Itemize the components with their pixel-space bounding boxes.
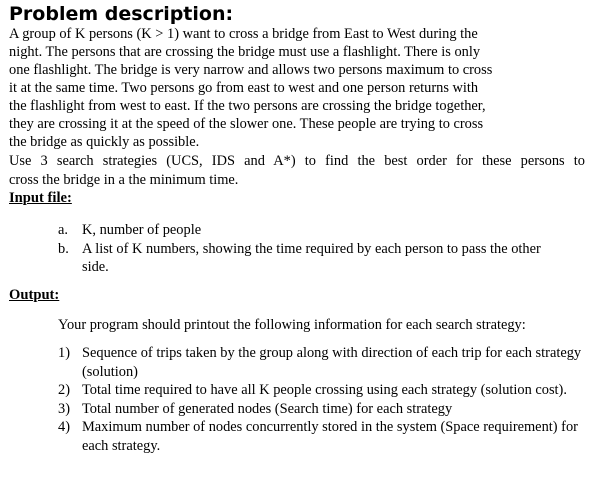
list-item-text: K, number of people: [82, 222, 202, 238]
description-line: it at the same time. Two persons go from east to west and one person returns with: [9, 80, 479, 96]
output-intro: Your program should printout the following information for each search strategy:: [58, 317, 526, 333]
input-file-list: [58, 221, 568, 277]
task-line: cross the bridge in a the minimum time.: [9, 172, 239, 188]
description-line: the flashlight from west to east. If the two persons are crossing the bridge together,: [9, 98, 486, 114]
list-item-text: Sequence of trips taken by the group along with direction of each trip for each strategy (solution): [82, 345, 582, 380]
list-marker: 2): [58, 382, 70, 398]
list-marker: a.: [58, 222, 68, 238]
list-item: [58, 240, 568, 277]
output-heading: Output:: [9, 287, 60, 303]
description-line: the bridge as quickly as possible.: [9, 134, 200, 150]
list-item-text: Total time required to have all K people crossing using each strategy (solution cost).: [82, 382, 567, 398]
list-item: [58, 400, 588, 419]
description-line: A group of K persons (K > 1) want to cross a bridge from East to West during the: [9, 26, 478, 42]
list-marker: 3): [58, 400, 70, 417]
list-marker: b.: [58, 240, 69, 257]
input-file-heading: Input file:: [9, 190, 72, 206]
task-line: Use 3 search strategies (UCS, IDS and A*) to find the best order for these persons to: [9, 153, 585, 169]
list-marker: 4): [58, 419, 70, 435]
list-item: [58, 344, 588, 381]
page-title: Problem description:: [9, 3, 234, 25]
description-line: one flashlight. The bridge is very narrow and allows two persons maximum to cross: [9, 62, 493, 78]
description-line: night. The persons that are crossing the bridge must use a flashlight. There is only: [9, 44, 481, 60]
list-item-text: Total number of generated nodes (Search time) for each strategy: [82, 400, 453, 417]
description-line: they are crossing it at the speed of the slower one. These people are trying to cross: [9, 116, 484, 132]
list-item: [58, 221, 568, 240]
list-item-text: A list of K numbers, showing the time required by each person to pass the other side.: [82, 240, 541, 275]
output-list: [58, 344, 588, 455]
list-item: [58, 381, 588, 400]
list-item: [58, 418, 588, 455]
list-marker: 1): [58, 345, 70, 361]
list-item-text: Maximum number of nodes concurrently stored in the system (Space requirement) for each strategy.: [82, 419, 578, 454]
